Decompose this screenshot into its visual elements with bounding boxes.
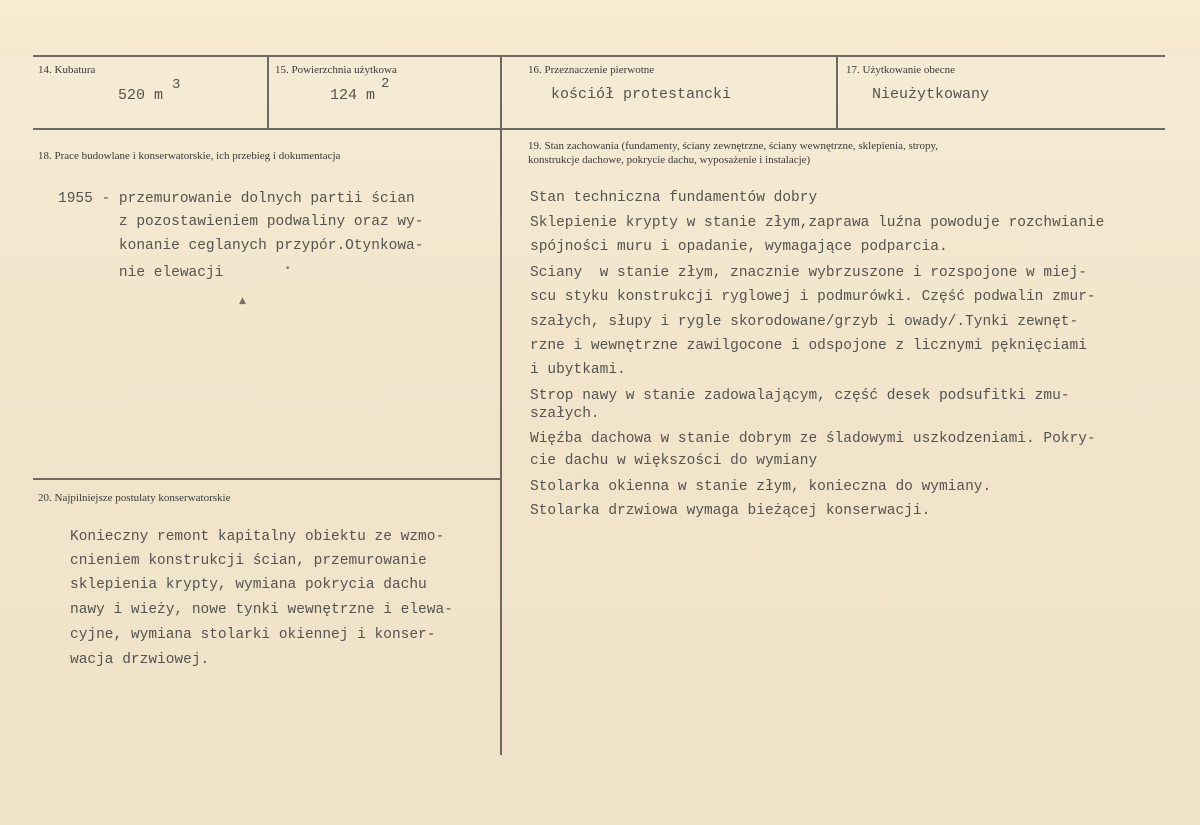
field-19-line: szałych.	[530, 406, 600, 422]
field-20-line: cyjne, wymiana stolarki okiennej i konser-	[70, 627, 436, 643]
field-19-label-line2: konstrukcje dachowe, pokrycie dachu, wyposażenie i instalacje)	[528, 154, 811, 166]
field-16-label: 16. Przeznaczenie pierwotne	[528, 64, 655, 76]
field-20-line: wacja drzwiowej.	[70, 652, 210, 668]
col-divider-16-17	[836, 55, 838, 128]
field-19-label-line1: 19. Stan zachowania (fundamenty, ściany zewnętrzne, ściany wewnętrzne, sklepienia, stropy,	[528, 140, 939, 152]
field-18-line: konanie ceglanych przypór.Otynkowa-	[58, 238, 424, 254]
col-divider-15-16	[500, 55, 502, 755]
field-19-line: scu styku konstrukcji ryglowej i podmurówki. Część podwalin zmur-	[530, 289, 1096, 305]
field-15-value: 124 m	[330, 87, 376, 104]
section-18-20-divider	[33, 478, 501, 480]
field-19-line: Więźba dachowa w stanie dobrym ze śladowymi uszkodzeniami. Pokry-	[530, 431, 1096, 447]
field-19-line: i ubytkami.	[530, 362, 626, 378]
field-15-exponent: 2	[381, 76, 390, 92]
field-18-label: 18. Prace budowlane i konserwatorskie, ich przebieg i dokumentacja	[38, 150, 341, 162]
field-19-line: Stolarka drzwiowa wymaga bieżącej konserwacji.	[530, 503, 931, 519]
field-19-line: cie dachu w większości do wymiany	[530, 453, 818, 469]
field-19-line: Strop nawy w stanie zadowalającym, część desek podsufitki zmu-	[530, 388, 1070, 404]
card-top-margin	[0, 0, 1200, 55]
field-19-line: Stan techniczna fundamentów dobry	[530, 190, 818, 206]
header-bottom-rule	[33, 128, 1165, 130]
field-20-line: Konieczny remont kapitalny obiektu ze wzmo-	[70, 529, 445, 545]
field-14-value: 520 m	[118, 87, 164, 104]
field-19-line: rzne i wewnętrzne zawilgocone i odspojone z licznymi pęknięciami	[530, 338, 1087, 354]
field-18-line: z pozostawieniem podwaliny oraz wy-	[58, 214, 424, 230]
field-20-line: nawy i wieży, nowe tynki wewnętrzne i elewa-	[70, 602, 453, 618]
ink-speck: ▲	[239, 296, 246, 306]
field-15-label: 15. Powierzchnia użytkowa	[275, 64, 397, 76]
field-19-line: Sklepienie krypty w stanie złym,zaprawa luźna powoduje rozchwianie	[530, 215, 1105, 231]
field-19-line: szałych, słupy i rygle skorodowane/grzyb i owady/.Tynki zewnęt-	[530, 314, 1079, 330]
field-16-value: kościół protestancki	[551, 86, 732, 103]
field-17-label: 17. Użytkowanie obecne	[846, 64, 956, 76]
field-20-label: 20. Najpilniejsze postulaty konserwatorskie	[38, 492, 231, 504]
field-14-exponent: 3	[172, 77, 181, 93]
field-18-line: 1955 - przemurowanie dolnych partii ścian	[58, 191, 415, 207]
field-19-line: Stolarka okienna w stanie złym, konieczna do wymiany.	[530, 479, 992, 495]
field-20-line: sklepienia krypty, wymiana pokrycia dachu	[70, 577, 427, 593]
field-14-label: 14. Kubatura	[38, 64, 96, 76]
field-19-line: Sciany w stanie złym, znacznie wybrzuszone i rozspojone w miej-	[530, 265, 1087, 281]
field-19-line: spójności muru i opadanie, wymagające podparcia.	[530, 239, 948, 255]
col-divider-14-15	[267, 55, 269, 128]
field-17-value: Nieużytkowany	[872, 86, 990, 103]
field-20-line: cnieniem konstrukcji ścian, przemurowanie	[70, 553, 427, 569]
ink-speck: •	[285, 264, 291, 274]
header-top-rule	[33, 55, 1165, 57]
field-18-line: nie elewacji	[58, 265, 224, 281]
